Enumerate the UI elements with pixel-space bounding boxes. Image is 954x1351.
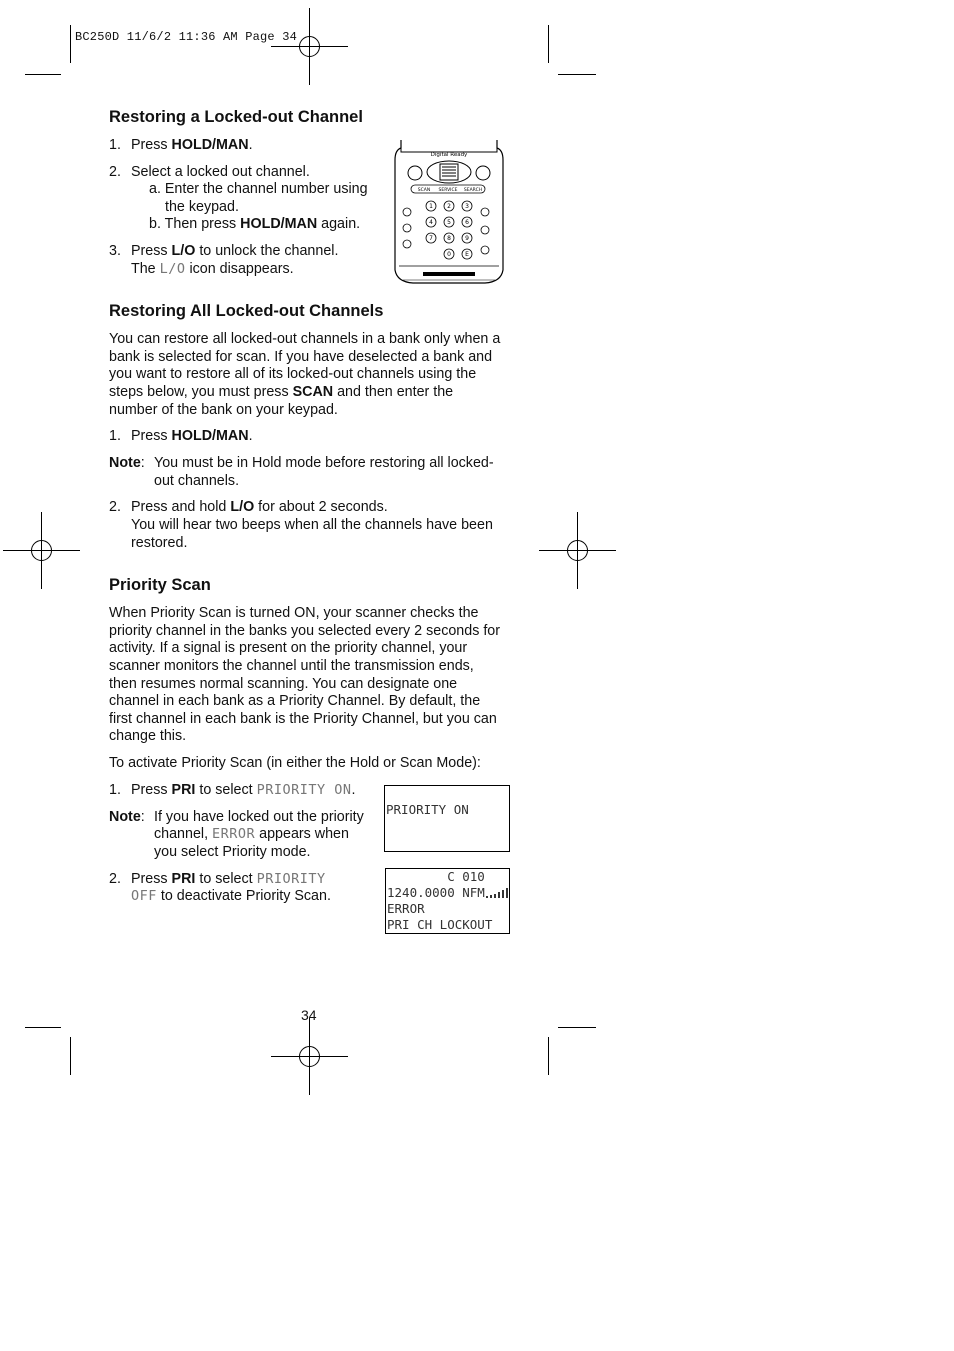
step-number: 1.: [109, 137, 121, 153]
step-number: 2.: [109, 164, 121, 180]
section-heading: Priority Scan: [109, 576, 211, 594]
substep-text: the keypad.: [165, 199, 239, 215]
keypad-key-3: 3: [465, 203, 469, 210]
keypad-key-5: 5: [447, 219, 451, 226]
note-label: Note:: [109, 809, 145, 825]
substep-text: b. Then press HOLD/MAN again.: [149, 216, 361, 232]
registration-mark: [22, 531, 60, 569]
priority-lcd-text: PRIORITY: [256, 871, 326, 887]
page-number: 34: [301, 1007, 317, 1023]
keypad-key-0: 0: [447, 251, 451, 258]
section-heading: Restoring All Locked-out Channels: [109, 302, 384, 320]
step-text: restored.: [131, 535, 188, 551]
keypad-key-6: 6: [465, 219, 469, 226]
step-text: Press HOLD/MAN.: [131, 428, 253, 444]
step-text: OFF to deactivate Priority Scan.: [131, 888, 331, 904]
keypad-key-e: E: [465, 251, 469, 258]
paragraph-line: change this.: [109, 728, 187, 744]
crop-mark: [558, 74, 596, 75]
step-number: 2.: [109, 499, 121, 515]
paragraph-line: When Priority Scan is turned ON, your scanner checks the: [109, 605, 479, 621]
step-text: The L/O icon disappears.: [131, 261, 294, 277]
service-key-label: SERVICE: [438, 188, 458, 193]
paragraph-line: priority channel in the banks you selected every 2 seconds for: [109, 623, 501, 639]
keypad-key-1: 1: [429, 203, 433, 210]
priority-on-lcd-text: PRIORITY ON: [256, 782, 352, 798]
crop-mark: [558, 1027, 596, 1028]
paragraph-line: first channel in each bank is the Priority Channel, but you can: [109, 711, 497, 727]
paragraph-line: activity. If a signal is present on the priority channel, your: [109, 640, 468, 656]
keypad-key-8: 8: [447, 235, 451, 242]
paragraph-line: To activate Priority Scan (in either the Hold or Scan Mode):: [109, 755, 481, 771]
note-text: If you have locked out the priority: [154, 809, 364, 825]
off-lcd-text: OFF: [131, 888, 157, 904]
paragraph-line: bank is selected for scan. If you have deselected a bank and: [109, 349, 493, 365]
lcd-display-error: [385, 868, 510, 934]
paragraph-line: you want to restore all of its locked-out channels using the: [109, 366, 477, 382]
note-text: You must be in Hold mode before restoring all locked-: [154, 455, 494, 471]
step-text: Press and hold L/O for about 2 seconds.: [131, 499, 388, 515]
brand-label: Digital Ready: [430, 152, 468, 158]
registration-mark: [558, 531, 596, 569]
paragraph-line: number of the bank on your keypad.: [109, 402, 338, 418]
search-key-label: SEARCH: [463, 188, 483, 193]
crop-mark: [548, 1037, 549, 1075]
note-text: channel, ERROR appears when: [154, 826, 349, 842]
step-text: Press PRI to select PRIORITY ON.: [131, 782, 356, 798]
print-slug: BC250D 11/6/2 11:36 AM Page 34: [75, 30, 298, 44]
note-text: out channels.: [154, 473, 240, 489]
step-text: Press PRI to select PRIORITY: [131, 871, 326, 887]
paragraph-line: steps below, you must press SCAN and then enter the: [109, 384, 454, 400]
lcd-line: 1240.0000 NFM: [386, 885, 509, 901]
keypad-key-2: 2: [447, 203, 451, 210]
lcd-display-priority-on: [384, 785, 510, 852]
crop-mark: [25, 74, 61, 75]
note-label: Note:: [109, 455, 145, 471]
scan-key-label: SCAN: [417, 188, 431, 193]
keypad-key-9: 9: [465, 235, 469, 242]
lcd-line: PRI CH LOCKOUT: [387, 917, 493, 932]
crop-mark: [70, 25, 71, 63]
lo-lcd-icon: L/O: [159, 261, 186, 277]
lcd-line: PRIORITY ON: [386, 802, 469, 817]
substep-text: a. Enter the channel number using: [149, 181, 368, 197]
paragraph-line: scanner monitors the channel until the transmission ends,: [109, 658, 474, 674]
crop-mark: [25, 1027, 61, 1028]
step-text: You will hear two beeps when all the channels have been: [131, 517, 493, 533]
lcd-line: ERROR: [387, 901, 425, 916]
registration-mark: [290, 1037, 328, 1075]
step-text: Press L/O to unlock the channel.: [131, 243, 339, 259]
scanner-keypad-illustration: [393, 140, 505, 285]
section-heading: Restoring a Locked-out Channel: [109, 108, 363, 126]
step-text: Select a locked out channel.: [131, 164, 310, 180]
step-number: 2.: [109, 871, 121, 887]
step-text: Press HOLD/MAN.: [131, 137, 253, 153]
error-lcd-text: ERROR: [212, 826, 256, 842]
registration-mark: [290, 27, 328, 65]
keypad-key-4: 4: [429, 219, 433, 226]
crop-mark: [548, 25, 549, 63]
paragraph-line: then resumes normal scanning. You can designate one: [109, 676, 458, 692]
step-number: 1.: [109, 428, 121, 444]
note-text: you select Priority mode.: [154, 844, 311, 860]
step-number: 3.: [109, 243, 121, 259]
paragraph-line: channel in each bank as a Priority Channel. By default, the: [109, 693, 481, 709]
crop-mark: [70, 1037, 71, 1075]
signal-strength-icon: [485, 888, 509, 898]
keypad-key-7: 7: [429, 235, 433, 242]
paragraph-line: You can restore all locked-out channels in a bank only when a: [109, 331, 501, 347]
step-number: 1.: [109, 782, 121, 798]
lcd-line: C 010: [387, 869, 485, 884]
